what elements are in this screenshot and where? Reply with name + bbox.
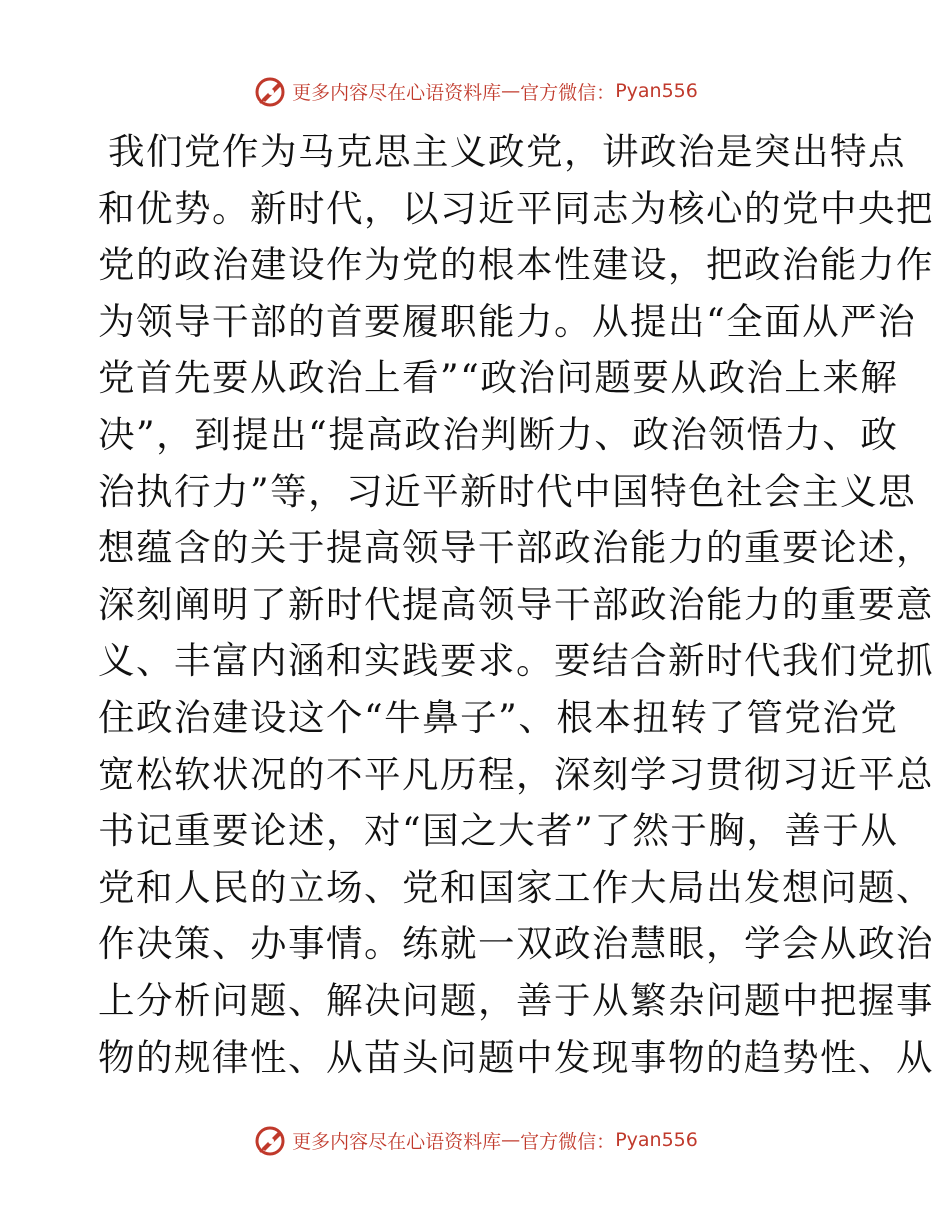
wechat-id: Pyan556	[615, 1129, 698, 1151]
watermark-separator: —	[501, 1129, 521, 1151]
watermark-text: 更多内容尽在心语资料库	[292, 81, 502, 104]
watermark-text: 更多内容尽在心语资料库	[292, 1130, 502, 1153]
paragraph-line: 我们党作为马克思主义政党，讲政治是突出特点	[108, 130, 906, 173]
paragraph-line: 治执行力”等，习近平新时代中国特色社会主义思	[98, 469, 917, 513]
footer-watermark	[0, 1120, 950, 1160]
paragraph-line: 作决策、办事情。练就一双政治慧眼，学会从政治	[98, 922, 934, 966]
paragraph-line: 和优势。新时代，以习近平同志为核心的党中央把	[98, 186, 934, 230]
paragraph-line: 书记重要论述，对“国之大者”了然于胸，善于从	[98, 809, 899, 853]
paragraph-line: 深刻阐明了新时代提高领导干部政治能力的重要意	[98, 582, 934, 626]
article-paragraph	[98, 124, 934, 1086]
pen-logo-icon	[252, 73, 288, 109]
paragraph-line: 想蕴含的关于提高领导干部政治能力的重要论述，	[98, 526, 934, 570]
paragraph-line: 决”，到提出“提高政治判断力、政治领悟力、政	[98, 412, 899, 456]
paragraph-line: 义、丰富内涵和实践要求。要结合新时代我们党抓	[98, 639, 934, 683]
wechat-id: Pyan556	[615, 80, 698, 102]
header-watermark	[0, 71, 950, 111]
paragraph-line: 为领导干部的首要履职能力。从提出“全面从严治	[98, 299, 917, 343]
paragraph-line: 住政治建设这个“牛鼻子”、根本扭转了管党治党	[98, 695, 899, 739]
wechat-label: 官方微信：	[520, 81, 616, 104]
paragraph-line: 党和人民的立场、党和国家工作大局出发想问题、	[98, 865, 934, 909]
paragraph-line: 上分析问题、解决问题，善于从繁杂问题中把握事	[98, 978, 934, 1022]
wechat-label: 官方微信：	[520, 1130, 616, 1153]
watermark-separator: —	[501, 80, 521, 102]
pen-logo-icon	[252, 1122, 288, 1158]
paragraph-line: 党首先要从政治上看”“政治问题要从政治上来解	[98, 356, 899, 400]
paragraph-line: 宽松软状况的不平凡历程，深刻学习贯彻习近平总	[98, 752, 934, 796]
paragraph-line: 物的规律性、从苗头问题中发现事物的趋势性、从	[98, 1035, 934, 1079]
paragraph-line: 党的政治建设作为党的根本性建设，把政治能力作	[98, 243, 934, 287]
